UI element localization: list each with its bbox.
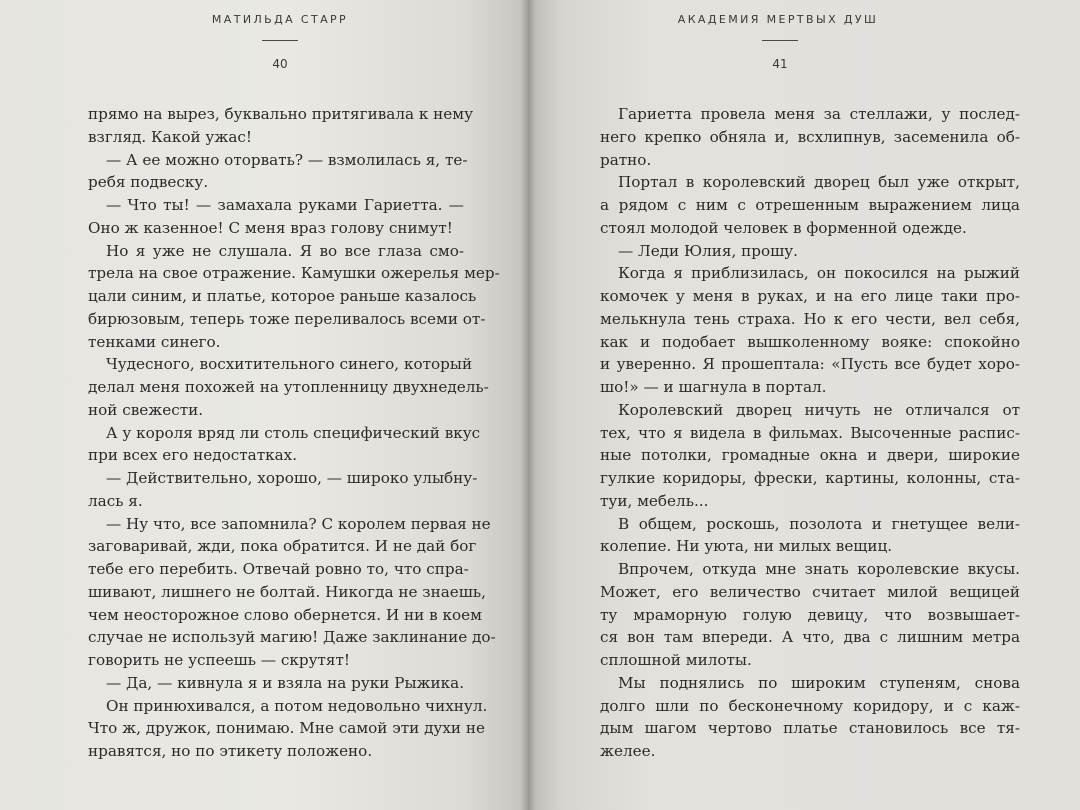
text-line: Королевский дворец ничуть не отличался от — [618, 400, 1020, 419]
text-line: бирюзовым, теперь тоже переливалось всеми от- — [88, 309, 486, 328]
text-line: — А ее можно оторвать? — взмолилась я, те- — [106, 150, 468, 169]
text-line: тех, что я видела в фильмах. Высоченные распис- — [600, 423, 1020, 442]
text-line: колепие. Ни уюта, ни милых вещиц. — [600, 537, 893, 556]
text-line: ные потолки, громадные окна и двери, широкие — [600, 446, 1020, 465]
text-line: — Ну что, все запомнила? С королем первая не — [106, 514, 491, 533]
text-line: долго шли по бесконечному коридору, и с каж- — [600, 696, 1020, 715]
right-page — [528, 0, 1080, 810]
text-line: Он принюхивался, а потом недовольно чихнул. — [106, 696, 488, 715]
text-line: ту мраморную голую девицу, что возвышает- — [600, 605, 1020, 624]
text-line: дым шагом чертово платье становилось все тя- — [600, 719, 1020, 738]
text-line: как и подобает вышколенному вояке: спокойно — [600, 332, 1020, 351]
text-line: ся вон там впереди. А что, два с лишним метра — [600, 628, 1020, 647]
text-line: цали синим, и платье, которое раньше казалось — [88, 287, 477, 305]
text-line: при всех его недостатках. — [88, 446, 298, 465]
text-line: В общем, роскошь, позолота и гнетущее вели- — [618, 514, 1020, 533]
text-line: Гариетта провела меня за стеллажи, у послед- — [618, 105, 1020, 123]
text-line: — Леди Юлия, прошу. — [618, 241, 798, 260]
header-rule — [762, 40, 798, 41]
text-line: Но я уже не слушала. Я во все глаза смо- — [106, 241, 464, 260]
text-line: говорить не успеешь — скрутят! — [88, 651, 350, 669]
text-line: чем неосторожное слово обернется. И ни в коем — [88, 605, 482, 624]
text-line: шивают, лишнего не болтай. Никогда не знаешь, — [88, 582, 486, 601]
text-line: гулкие коридоры, фрески, картины, колонны, ста- — [600, 469, 1020, 487]
text-line: Оно ж казенное! С меня враз голову снимут! — [88, 218, 453, 237]
text-line: заговаривай, жди, пока обратится. И не дай бог — [88, 537, 477, 556]
page-number: 41 — [772, 57, 788, 71]
text-line: Портал в королевский дворец был уже открыт, — [618, 173, 1020, 192]
text-line: тебе его перебить. Отвечай ровно то, что спра- — [88, 560, 469, 578]
text-line: Что ж, дружок, понимаю. Мне самой эти духи не — [88, 719, 485, 738]
text-line: взгляд. Какой ужас! — [88, 127, 252, 146]
text-line: Может, его величество считает милой вещицей — [600, 582, 1020, 601]
text-line: Чудесного, восхитительного синего, который — [106, 355, 473, 374]
text-line: трела на свое отражение. Камушки ожерелья мер- — [88, 264, 500, 283]
text-line: сплошной милоты. — [600, 651, 752, 669]
text-line: случае не используй магию! Даже заклинание до- — [88, 628, 496, 647]
text-line: ной свежести. — [88, 400, 204, 419]
running-head-author: МАТИЛЬДА СТАРР — [211, 13, 349, 26]
text-line: — Что ты! — замахала руками Гариетта. — — [106, 196, 464, 214]
page-number: 40 — [272, 57, 288, 71]
text-line: прямо на вырез, буквально притягивала к нему — [88, 105, 474, 123]
text-line: нравятся, но по этикету положено. — [88, 742, 373, 760]
text-line: делал меня похожей на утопленницу двухнедель- — [88, 378, 489, 396]
text-line: — Действительно, хорошо, — широко улыбну- — [106, 469, 478, 487]
text-line: желее. — [600, 742, 656, 760]
running-head-title: АКАДЕМИЯ МЕРТВЫХ ДУШ — [677, 13, 879, 26]
text-line: лась я. — [88, 491, 143, 510]
text-line: Мы поднялись по широким ступеням, снова — [618, 673, 1020, 692]
header-rule — [262, 40, 298, 41]
left-page — [0, 0, 528, 810]
text-line: тенками синего. — [88, 332, 221, 351]
text-line: шо!» — и шагнула в портал. — [600, 378, 827, 396]
text-line: Впрочем, откуда мне знать королевские вкусы. — [618, 560, 1020, 578]
text-line: комочек у меня в руках, и на его лице таки про- — [600, 287, 1020, 305]
text-line: мелькнула тень страха. Но к его чести, вел себя, — [600, 309, 1020, 328]
text-line: а рядом с ним с отрешенным выражением лица — [600, 196, 1020, 214]
text-line: Когда я приблизилась, он покосился на рыжий — [618, 264, 1020, 283]
text-line: А у короля вряд ли столь специфический вкус — [106, 423, 481, 442]
text-line: и уверенно. Я прошептала: «Пусть все будет хоро- — [600, 355, 1020, 374]
text-line: туи, мебель... — [600, 491, 709, 510]
text-line: него крепко обняла и, всхлипнув, засеменила об- — [600, 127, 1020, 146]
text-line: — Да, — кивнула я и взяла на руки Рыжика. — [106, 673, 465, 692]
text-line: ратно. — [600, 150, 652, 169]
text-line: стоял молодой человек в форменной одежде. — [600, 218, 967, 237]
body-text — [600, 103, 1020, 763]
text-line: ребя подвеску. — [88, 173, 209, 192]
body-text — [88, 103, 500, 763]
